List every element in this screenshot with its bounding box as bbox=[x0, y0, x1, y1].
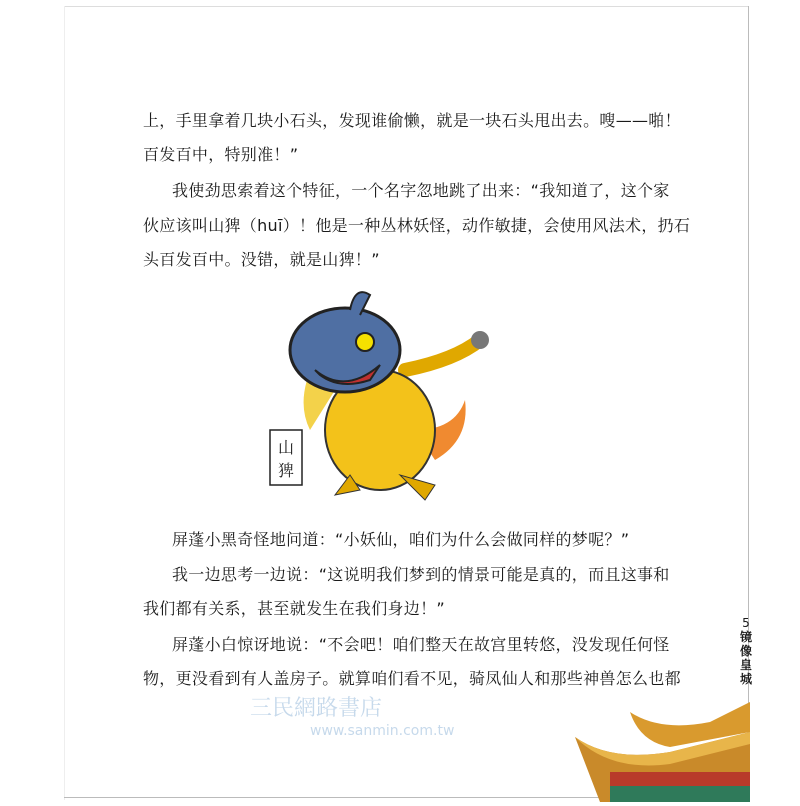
paragraph-line: 物，更没看到有人盖房子。就算咱们看不见，骑凤仙人和那些神兽怎么也都 bbox=[143, 669, 681, 688]
paragraph-line: 我们都有关系，甚至就发生在我们身边！” bbox=[143, 599, 445, 618]
paragraph-line: 头百发百中。没错，就是山猈！” bbox=[143, 250, 380, 269]
watermark-name: 三民網路書店 bbox=[250, 696, 383, 721]
page-border-left bbox=[64, 6, 65, 800]
paragraph-line: 我一边思考一边说：“这说明我们梦到的情景可能是真的，而且这事和 bbox=[172, 565, 670, 584]
side-chapter-label bbox=[738, 616, 754, 686]
watermark bbox=[250, 696, 454, 740]
paragraph-line: 上，手里拿着几块小石头，发现谁偷懒，就是一块石头甩出去。嗖——啪！ bbox=[143, 111, 681, 130]
paragraph-line: 我使劲思索着这个特征，一个名字忽地跳了出来：“我知道了，这个家 bbox=[172, 181, 670, 200]
page-border-top bbox=[64, 6, 748, 7]
svg-text:山: 山 bbox=[277, 438, 295, 457]
side-char: 城 bbox=[739, 672, 752, 686]
page-number: 5 bbox=[742, 616, 750, 630]
paragraph-line: 屏蓬小白惊讶地说：“不会吧！咱们整天在故宫里转悠，没发现任何怪 bbox=[172, 635, 670, 654]
side-char: 皇 bbox=[739, 658, 752, 672]
side-char: 镜 bbox=[739, 630, 752, 644]
paragraph-line: 屏蓬小黑奇怪地问道：“小妖仙，咱们为什么会做同样的梦呢？” bbox=[172, 530, 630, 549]
side-char: 像 bbox=[739, 644, 752, 658]
palace-roof-decoration bbox=[570, 692, 750, 806]
watermark-url: www.sanmin.com.tw bbox=[310, 723, 455, 739]
svg-text:猈: 猈 bbox=[277, 461, 295, 480]
paragraph-line: 百发百中，特别准！” bbox=[143, 145, 299, 164]
paragraph-line: 伙应该叫山猈（huī）！他是一种丛林妖怪，动作敏捷，会使用风法术，扔石 bbox=[143, 216, 691, 235]
monster-illustration bbox=[255, 280, 515, 514]
